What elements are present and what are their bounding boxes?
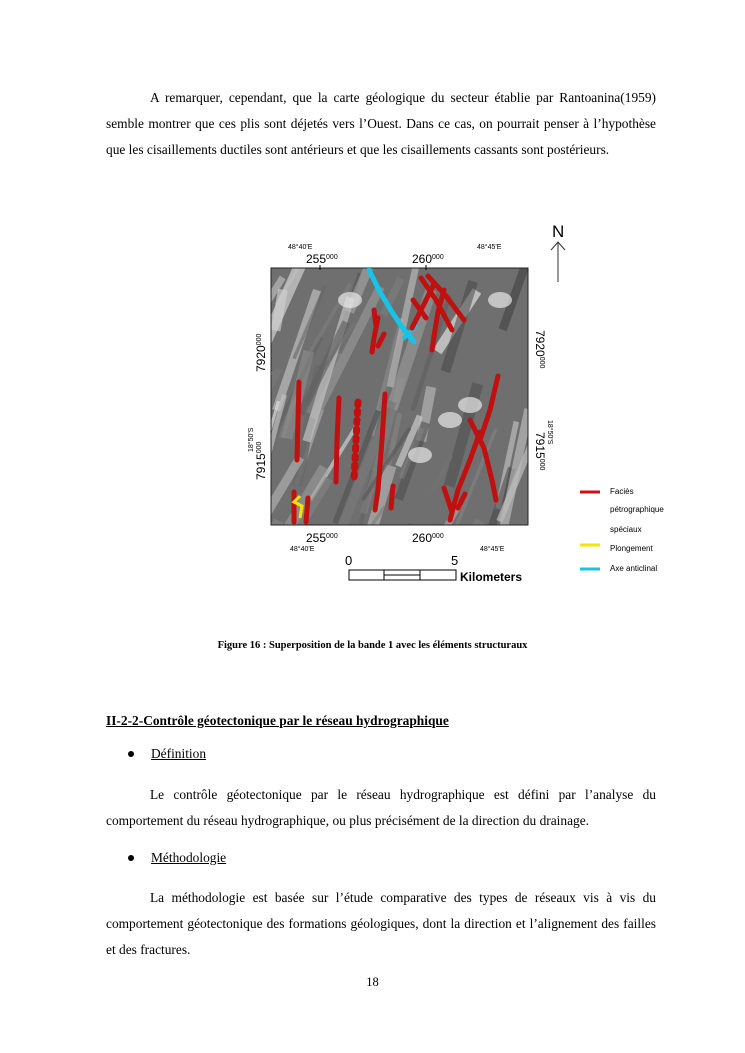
svg-text:N: N <box>552 222 565 241</box>
svg-text:18°50'S: 18°50'S <box>248 427 255 452</box>
bullet-dot-icon <box>128 751 134 757</box>
methodology-paragraph: La méthodologie est basée sur l’étude comparative des types de réseaux vis à vis du comportement géotectonique des formations géologiques, dont la direction et l’alignement des failles et des fractures. <box>106 890 656 957</box>
right-northing-bottom <box>533 432 547 470</box>
svg-text:5: 5 <box>451 553 459 568</box>
bottom-left-easting: $255^{000}$ <box>306 531 338 545</box>
definition-paragraph: Le contrôle géotectonique par le réseau hydrographique est défini par l’analyse du comportement du réseau hydrographique, ou plus précisément de la direction du drainage. <box>106 787 656 828</box>
bullet-methodology: Méthodologie <box>128 850 226 866</box>
top-right-easting: $260^{000}$ <box>412 252 444 266</box>
map-legend <box>580 487 664 573</box>
legend-facies-line2: pétrographique <box>610 505 664 514</box>
legend-plunge: Plongement <box>610 544 653 553</box>
svg-text:0: 0 <box>345 553 353 568</box>
left-northing-bottom <box>254 442 268 480</box>
figure-caption: Figure 16 : Superposition de la bande 1 avec les éléments structuraux <box>217 640 528 651</box>
satellite-image <box>193 251 548 620</box>
top-right-longitude: 48°45'E <box>477 244 502 251</box>
legend-anticline: Axe anticlinal <box>610 564 658 573</box>
svg-text:Kilometers: Kilometers <box>460 570 523 584</box>
intro-paragraph: A remarquer, cependant, que la carte géologique du secteur établie par Rantoanina(1959) semble montrer que ces plis sont déjetés vers l’Ouest. Dans ce cas, on pourrait penser à l’hypothèse que les cisaillements ductiles sont antérieurs et que les cisaillements cassants sont postérieurs. <box>106 90 656 157</box>
left-northing-top <box>254 334 268 372</box>
bullet-definition: Définition <box>128 746 206 762</box>
legend-facies-line3: spéciaux <box>610 525 642 534</box>
legend-facies-line1: Faciès <box>610 487 634 496</box>
svg-text:7920000: 7920$^{000}$ <box>533 330 547 369</box>
section-heading: II-2-2-Contrôle géotectonique par le réseau hydrographique <box>106 713 449 728</box>
scale-bar <box>345 553 522 584</box>
page-number: 18 <box>366 975 379 989</box>
north-arrow <box>551 222 565 282</box>
svg-text:7920000: 7920$^{000}$ <box>254 333 268 372</box>
bottom-right-easting: $260^{000}$ <box>412 531 444 545</box>
right-northing-top <box>533 330 547 368</box>
bottom-left-longitude: 48°40'E <box>290 546 315 553</box>
top-left-easting: $255^{000}$ <box>306 252 338 266</box>
bullet-dot-icon <box>128 855 134 861</box>
svg-text:7915000: 7915$^{000}$ <box>533 432 547 471</box>
bottom-right-longitude: 48°45'E <box>480 546 505 553</box>
svg-text:18°50'S: 18°50'S <box>546 420 553 445</box>
left-latitude <box>247 427 255 452</box>
top-left-longitude: 48°40'E <box>288 244 313 251</box>
svg-text:7915000: 7915$^{000}$ <box>254 441 268 480</box>
